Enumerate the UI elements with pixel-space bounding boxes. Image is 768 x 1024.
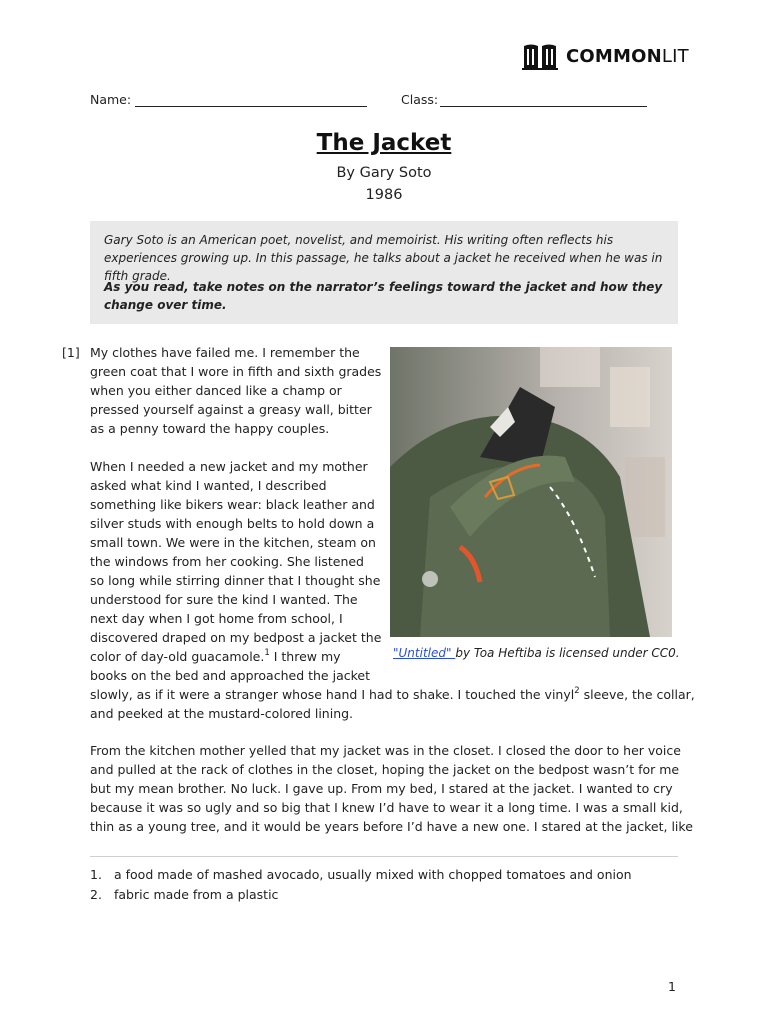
footnote-divider <box>90 856 678 857</box>
introduction-box <box>90 221 678 324</box>
body-paragraph-3: From the kitchen mother yelled that my jacket was in the closet. I closed the door to her voice and pulled at the rack of clothes in the closet, hoping the jacket on the bedpost wasn’t for me but my mean brother. No luck. I gave up. From my bed, I stared at the jacket. I wanted to cry because it was so ugly and so big that I knew I’d have to wear it a long time. I was a small kid, thin as a young tree, and it would be years before I’d have a new one. I stared at the jacket, like <box>90 743 693 834</box>
name-field[interactable] <box>135 106 367 107</box>
jacket-photo <box>390 347 672 637</box>
body-paragraph-2: When I needed a new jacket and my mother asked what kind I wanted, I described something like bikers wear: black leather and silver studs with enough belts to hold down a small town. We were in the kitchen, steam on the windows from her cooking. She listened so long while stirring dinner that I thought she understood for sure the kind I wanted. The next day when I got home from school, I discovered draped on my bedpost a jacket the <box>90 459 382 645</box>
reading-task: As you read, take notes on the narrator’s feelings toward the jacket and how they change over time. <box>104 280 663 312</box>
footnote-1: 1. a food made of mashed avocado, usually mixed with chopped tomatoes and onion <box>90 867 632 882</box>
body-line-books: books on the bed and approached the jacket <box>90 668 370 683</box>
logo-wordmark: COMMONLIT <box>566 45 689 67</box>
footnote-ref-2[interactable]: 2 <box>574 686 580 696</box>
author: By Gary Soto <box>336 165 432 181</box>
body-line-lining: and peeked at the mustard-colored lining. <box>90 706 354 721</box>
image-source-link[interactable]: "Untitled" <box>393 646 456 660</box>
open-book-icon <box>522 42 558 70</box>
introduction-text: Gary Soto is an American poet, novelist, and memoirist. His writing often reflects his experiences growing up. In this passage, he talks about a jacket he received when he was in fifth grade. <box>104 233 663 283</box>
body-line-guacamole: color of day-old guacamole.$^1$ I threw my <box>90 648 341 664</box>
jacket-image-icon <box>390 347 672 637</box>
class-label: Class: <box>401 92 439 107</box>
name-label: Name: <box>90 92 132 107</box>
class-field[interactable] <box>440 106 647 107</box>
commonlit-logo[interactable] <box>522 40 689 72</box>
footnote-2: 2. fabric made from a plastic <box>90 887 279 902</box>
footnote-ref-1[interactable]: 1 <box>264 648 270 658</box>
body-paragraph-1: My clothes have failed me. I remember the green coat that I wore in fifth and sixth grades when you either danced like a champ or pressed yourself against a greasy wall, bitter as a penny toward the happy couples. <box>90 345 382 436</box>
page-number: 1 <box>668 979 676 994</box>
publication-year: 1986 <box>365 187 403 203</box>
page-title: The Jacket <box>316 130 452 156</box>
image-caption: "Untitled" by Toa Heftiba is licensed under CC0. <box>393 646 680 660</box>
paragraph-number: [1] <box>62 345 80 360</box>
body-line-vinyl: slowly, as if it were a stranger whose hand I had to shake. I touched the vinyl$^2$ sleeve, the collar, <box>90 686 695 702</box>
